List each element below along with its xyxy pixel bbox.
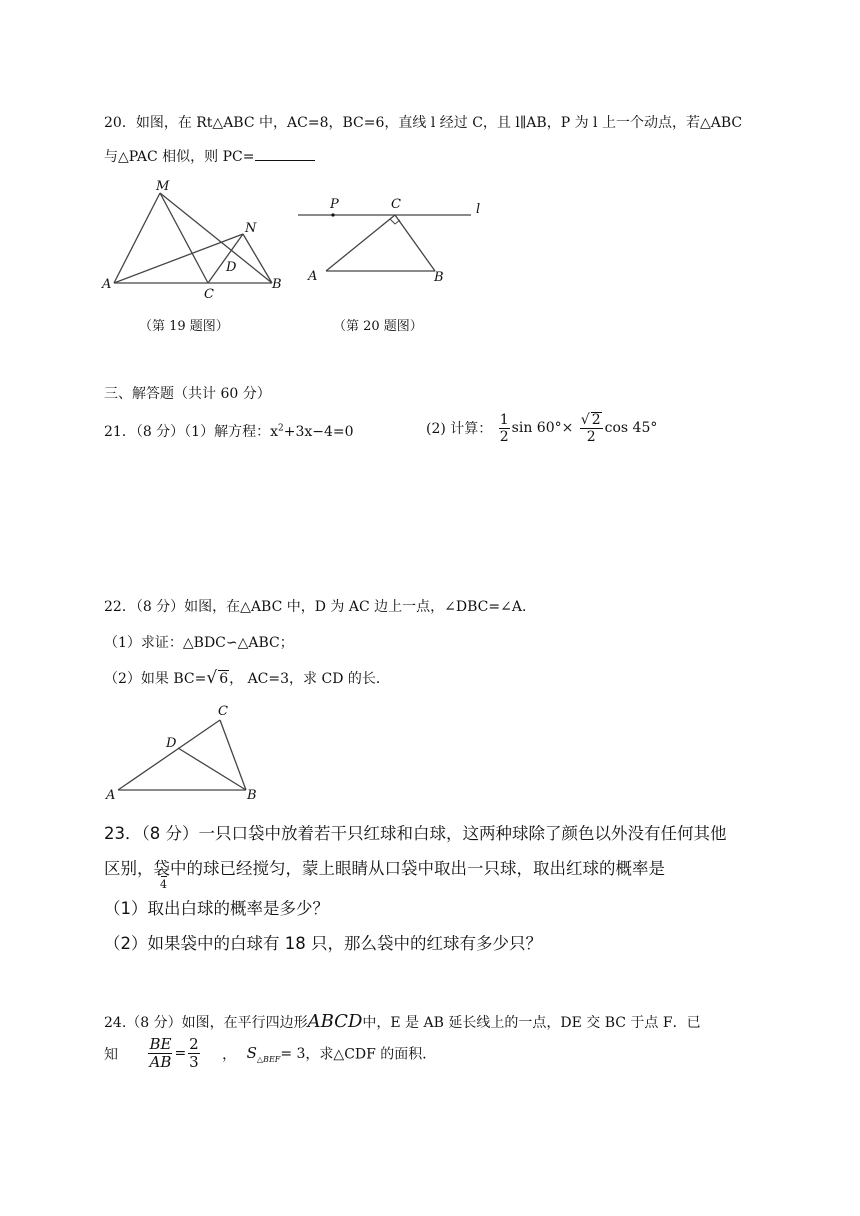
q23-line2: 区别，袋中的球已经搅匀，蒙上眼睛从口袋中取出一只球，取出红球的概率是: [104, 859, 665, 878]
fig22-label-a: A: [106, 788, 116, 803]
q24-line2: 知 $\frac{BE}{AB}$ = $\frac{2}{3}$ ， $S_{\triangle BEF}= 3$，求△CDF 的面积．: [104, 1035, 437, 1071]
parallelogram-abcd: ABCD: [307, 1011, 363, 1032]
q20-stem-text: 与△PAC 相似，则 PC=: [104, 149, 255, 165]
q20-stem-line2: [104, 146, 315, 166]
q23-part2: （2）如果袋中的白球有 18 只，那么袋中的红球有多少只？: [104, 934, 542, 953]
fig22-label-c: C: [218, 704, 228, 719]
q22-part2: （2）如果 BC=√ 6， AC=3，求 CD 的长．: [104, 668, 390, 688]
fraction-root2-over-2: $\frac{√ 2}{2}$: [580, 412, 601, 445]
fig20-caption: （第 20 题图）: [333, 319, 423, 334]
fig19-label-d: D: [226, 260, 237, 275]
q20-stem-line1: 20．如图，在 Rt△ABC 中，AC=8，BC=6，直线 l 经过 C，且 l∥AB，P 为 l 上一个动点，若△ABC: [104, 115, 743, 131]
q21-part2-label: (2) 计算：: [426, 421, 493, 437]
fig20-label-c: C: [391, 197, 401, 212]
fig22-label-d: D: [166, 736, 177, 751]
fraction-be-ab: $\frac{BE}{AB}$: [149, 1035, 172, 1071]
fraction-two-thirds: $\frac{2}{3}$: [189, 1035, 199, 1071]
figure-19: [100, 176, 300, 306]
fig19-label-c: C: [204, 287, 214, 302]
fig19-label-b: B: [272, 277, 282, 292]
q21-part2: (2) 计算： $\frac{1}{2}$ sin 60°× $\frac{√ 2}{2}$ cos 45°: [426, 411, 658, 445]
fig20-label-a: A: [308, 269, 318, 284]
q23-line1: 23．（8 分）一只口袋中放着若干只红球和白球，这两种球除了颜色以外没有任何其他: [104, 824, 727, 843]
figure-22: [104, 700, 274, 803]
q24-line1: 24.（8 分）如图，在平行四边形ABCD中，E 是 AB 延长线上的一点，DE 交 BC 于点 F．已: [104, 1011, 701, 1032]
q21-part1: 21．（8 分）（1）解方程：$x^2+3x-4=0$: [104, 423, 354, 440]
fig20-label-p: P: [330, 197, 339, 212]
answer-blank: [255, 148, 315, 161]
fig19-label-n: N: [245, 221, 257, 236]
fraction-half: $\frac{1}{2}$: [499, 411, 509, 445]
q23-fraction: 4: [160, 868, 167, 890]
fig19-caption: （第 19 题图）: [139, 319, 229, 334]
fig20-label-l: l: [476, 202, 481, 217]
fig22-label-b: B: [247, 788, 257, 803]
q23-part1: （1）取出白球的概率是多少？: [104, 899, 329, 918]
figure-20: [298, 194, 508, 304]
section-title: 三、解答题（共计 60 分）: [104, 386, 271, 402]
q22-part1: （1）求证：△BDC∽△ABC；: [104, 635, 294, 651]
q22-stem: 22．（8 分）如图，在△ABC 中，D 为 AC 边上一点，∠DBC=∠A．: [104, 599, 536, 615]
fig19-label-m: M: [156, 179, 170, 194]
fig19-label-a: A: [102, 277, 112, 292]
fig20-label-b: B: [434, 270, 444, 285]
